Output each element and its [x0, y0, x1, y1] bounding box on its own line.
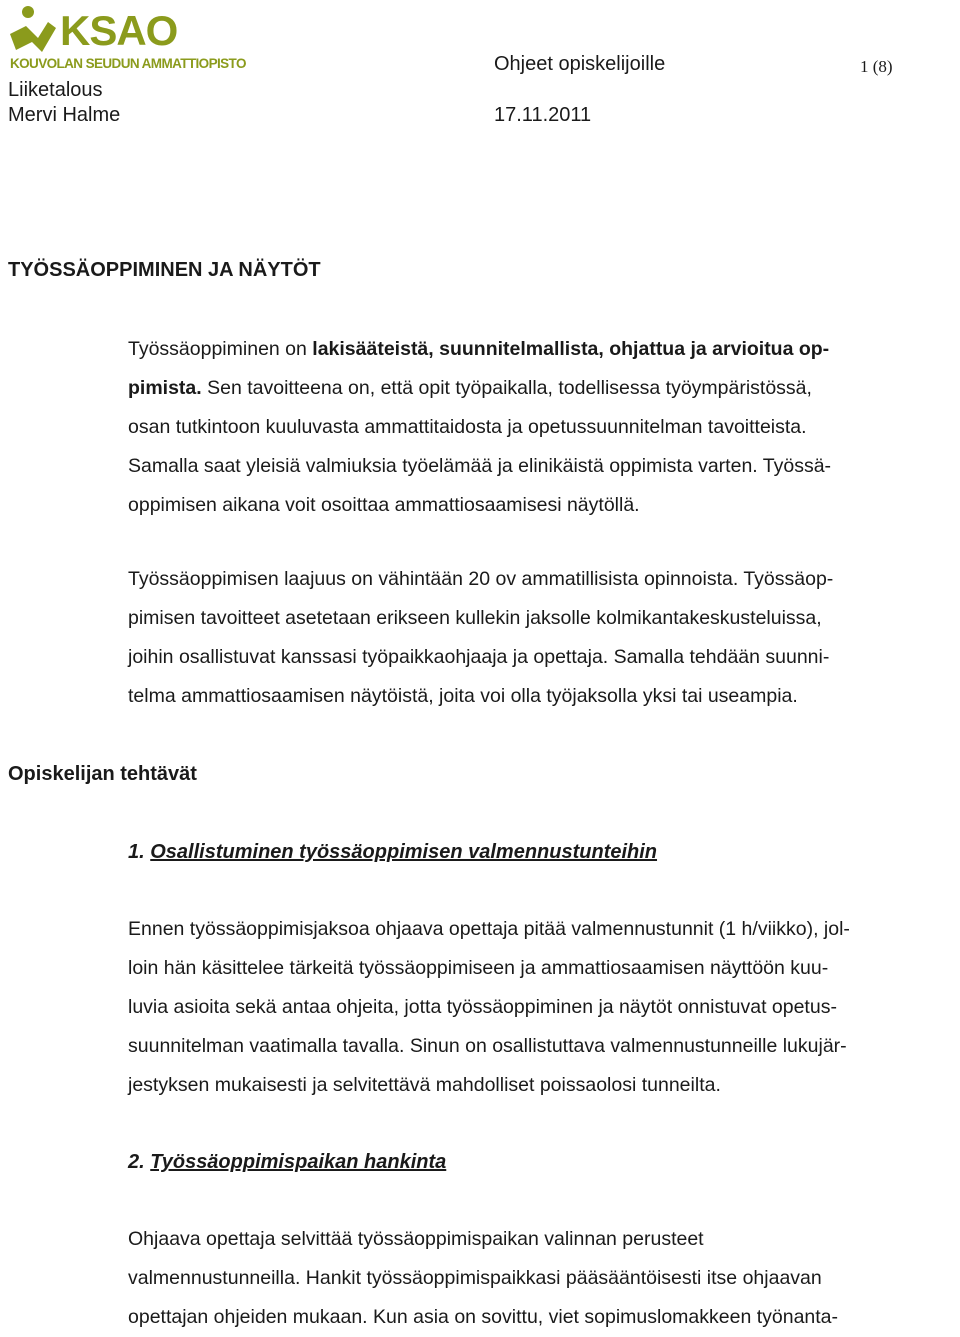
intro-line-2 [128, 369, 960, 408]
tasks-heading: Opiskelijan tehtävät [8, 763, 197, 785]
section-2-heading [128, 1152, 446, 1172]
page-title: TYÖSSÄOPPIMINEN JA NÄYTÖT [8, 259, 321, 281]
section-2-line-1: Ohjaava opettaja selvittää työssäoppimispaikan valinnan perusteet [128, 1228, 704, 1250]
intro-line-5: oppimisen aikana voit osoittaa ammattiosaamisesi näytöllä. [128, 494, 640, 516]
intro-line-1-text: Työssäoppiminen on [128, 338, 313, 360]
figure-logo-icon [8, 4, 68, 59]
section-1-number: 1. [128, 841, 145, 863]
section-1-line-1: Ennen työssäoppimisjaksoa ohjaava opettaja pitää valmennustunnit (1 h/viikko), jol- [128, 918, 850, 940]
section-1-paragraph [128, 910, 960, 1105]
scope-paragraph [128, 560, 960, 716]
section-2-title: Työssäoppimispaikan hankinta [150, 1151, 447, 1173]
scope-line-4: telma ammattiosaamisen näytöistä, joita voi olla työjaksolla yksi tai useampia. [128, 685, 798, 707]
section-2-line-3: opettajan ohjeiden mukaan. Kun asia on sovittu, viet sopimuslomakkeen työnanta- [128, 1306, 839, 1328]
date: 17.11.2011 [494, 104, 592, 126]
author: Mervi Halme [8, 104, 121, 126]
intro-line-3: osan tutkintoon kuuluvasta ammattitaidosta ja opetussuunnitelman tavoitteista. [128, 416, 807, 438]
scope-line-3: joihin osallistuvat kanssasi työpaikkaohjaaja ja opettaja. Samalla tehdään suunni- [128, 646, 830, 668]
intro-line-1 [128, 330, 960, 369]
section-1-line-2: loin hän käsittelee tärkeitä työssäoppimiseen ja ammattiosaamisen näyttöön kuu- [128, 957, 829, 979]
section-1-title: Osallistuminen työssäoppimisen valmennustunteihin [150, 841, 658, 863]
logo-subtitle: KOUVOLAN SEUDUN AMMATTIOPISTO [10, 56, 246, 71]
section-2-number: 2. [128, 1151, 145, 1173]
ksao-logo [8, 4, 298, 74]
section-2-paragraph [128, 1220, 960, 1337]
logo-wordmark: KSAO [60, 7, 178, 54]
intro-line-2-text: Sen tavoitteena on, että opit työpaikalla, todellisessa työympäristössä, [201, 377, 812, 399]
section-1-line-4: suunnitelman vaatimalla tavalla. Sinun on osallistuttava valmennustunneille lukujär- [128, 1035, 847, 1057]
scope-line-1: Työssäoppimisen laajuus on vähintään 20 ov ammatillisista opinnoista. Työssäop- [128, 568, 834, 590]
department: Liiketalous [8, 79, 103, 101]
page-number: 1 (8) [860, 57, 893, 76]
section-1-line-5: jestyksen mukaisesti ja selvitettävä mahdolliset poissaolosi tunneilta. [128, 1074, 721, 1096]
section-1-heading [128, 842, 657, 862]
scope-line-2: pimisen tavoitteet asetetaan erikseen kullekin jaksolle kolmikantakeskusteluissa, [128, 607, 822, 629]
intro-line-4: Samalla saat yleisiä valmiuksia työelämää ja elinikäistä oppimista varten. Työssä- [128, 455, 832, 477]
section-2-line-2: valmennustunneilla. Hankit työssäoppimispaikkasi pääsääntöisesti itse ohjaavan [128, 1267, 822, 1289]
intro-line-1-bold: lakisääteistä, suunnitelmallista, ohjattua ja arvioitua op- [312, 338, 830, 360]
section-1-line-3: luvia asioita sekä antaa ohjeita, jotta työssäoppiminen ja näytöt onnistuvat opetus- [128, 996, 837, 1018]
intro-paragraph [128, 330, 960, 525]
doc-type: Ohjeet opiskelijoille [494, 53, 666, 75]
intro-line-2-bold: pimista. [128, 377, 202, 399]
